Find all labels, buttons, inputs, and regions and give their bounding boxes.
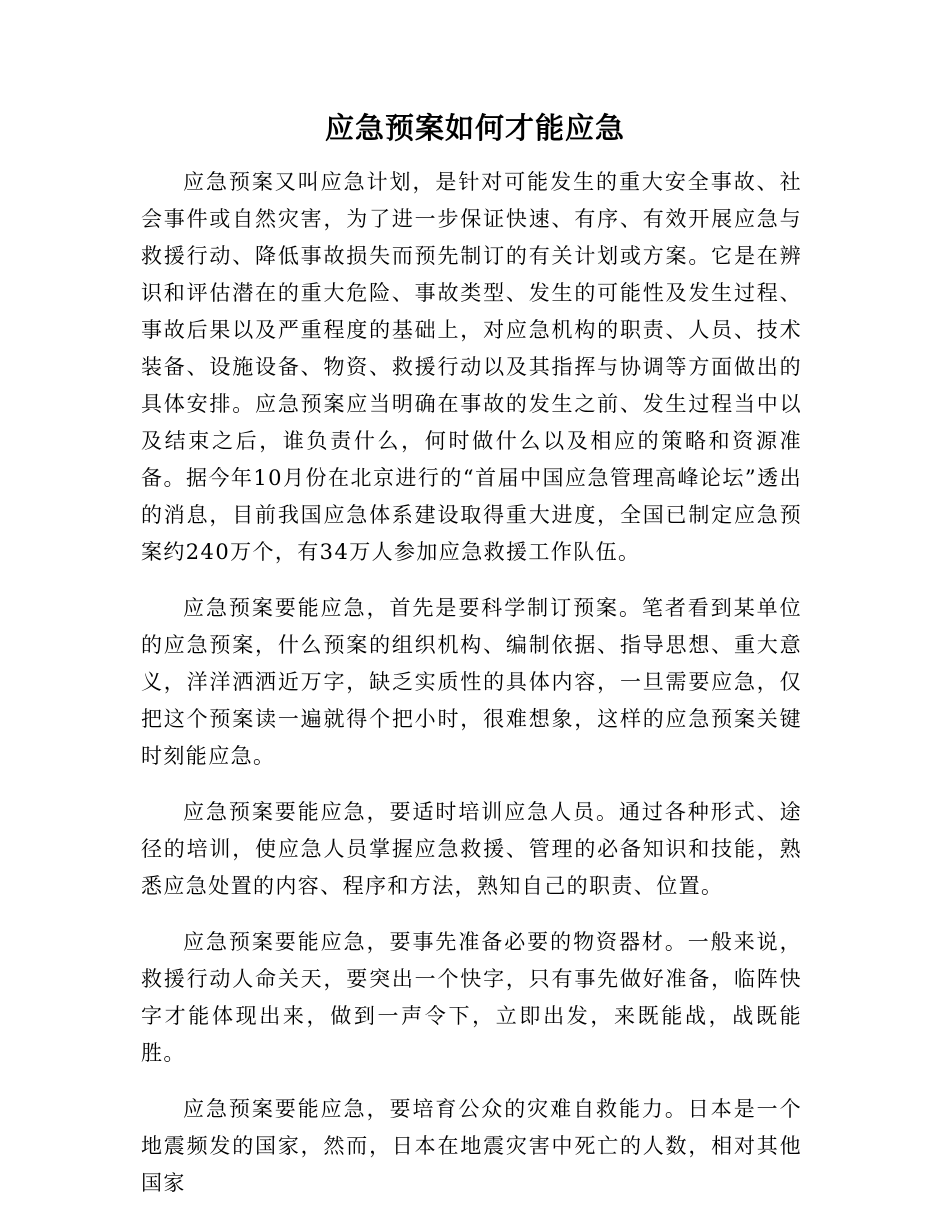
paragraph-intro: 应急预案又叫应急计划，是针对可能发生的重大安全事故、社会事件或自然灾害，为了进一步保证快速、有序、有效开展应急与救援行动、降低事故损失而预先制订的有关计划或方案。它是在辨识和评估潜在的重大危险、事故类型、发生的可能性及发生过程、事故后果以及严重程度的基础上，对应急机构的职责、人员、技术装备、设施设备、物资、救援行动以及其指挥与协调等方面做出的具体安排。应急预案应当明确在事故的发生之前、发生过程当中以及结束之后，谁负责什么，何时做什么以及相应的策略和资源准备。据今年10月份在北京进行的“首届中国应急管理高峰论坛”透出的消息，目前我国应急体系建设取得重大进度，全国已制定应急预案约240万个，有34万人参加应急救援工作队伍。 bbox=[141, 170, 802, 564]
paragraph-training: 应急预案要能应急，要适时培训应急人员。通过各种形式、途径的培训，使应急人员掌握应急救援、管理的必备知识和技能，熟悉应急处置的内容、程序和方法，熟知自己的职责、位置。 bbox=[141, 800, 802, 898]
document-body bbox=[141, 164, 802, 1221]
paragraph-public-self-rescue: 应急预案要能应急，要培育公众的灾难自救能力。日本是一个地震频发的国家，然而，日本在地震灾害中死亡的人数，相对其他国家 bbox=[141, 1097, 802, 1195]
paragraph-scientific-plan: 应急预案要能应急，首先是要科学制订预案。笔者看到某单位的应急预案，什么预案的组织机构、编制依据、指导思想、重大意义，洋洋洒洒近万字，缺乏实质性的具体内容，一旦需要应急，仅把这个预案读一遍就得个把小时，很难想象，这样的应急预案关键时刻能应急。 bbox=[141, 596, 802, 768]
paragraph-materials: 应急预案要能应急，要事先准备必要的物资器材。一般来说，救援行动人命关天，要突出一个快字，只有事先做好准备，临阵快字才能体现出来，做到一声令下，立即出发，来既能战，战既能胜。 bbox=[141, 930, 802, 1065]
document-title: 应急预案如何才能应急 bbox=[324, 111, 625, 145]
